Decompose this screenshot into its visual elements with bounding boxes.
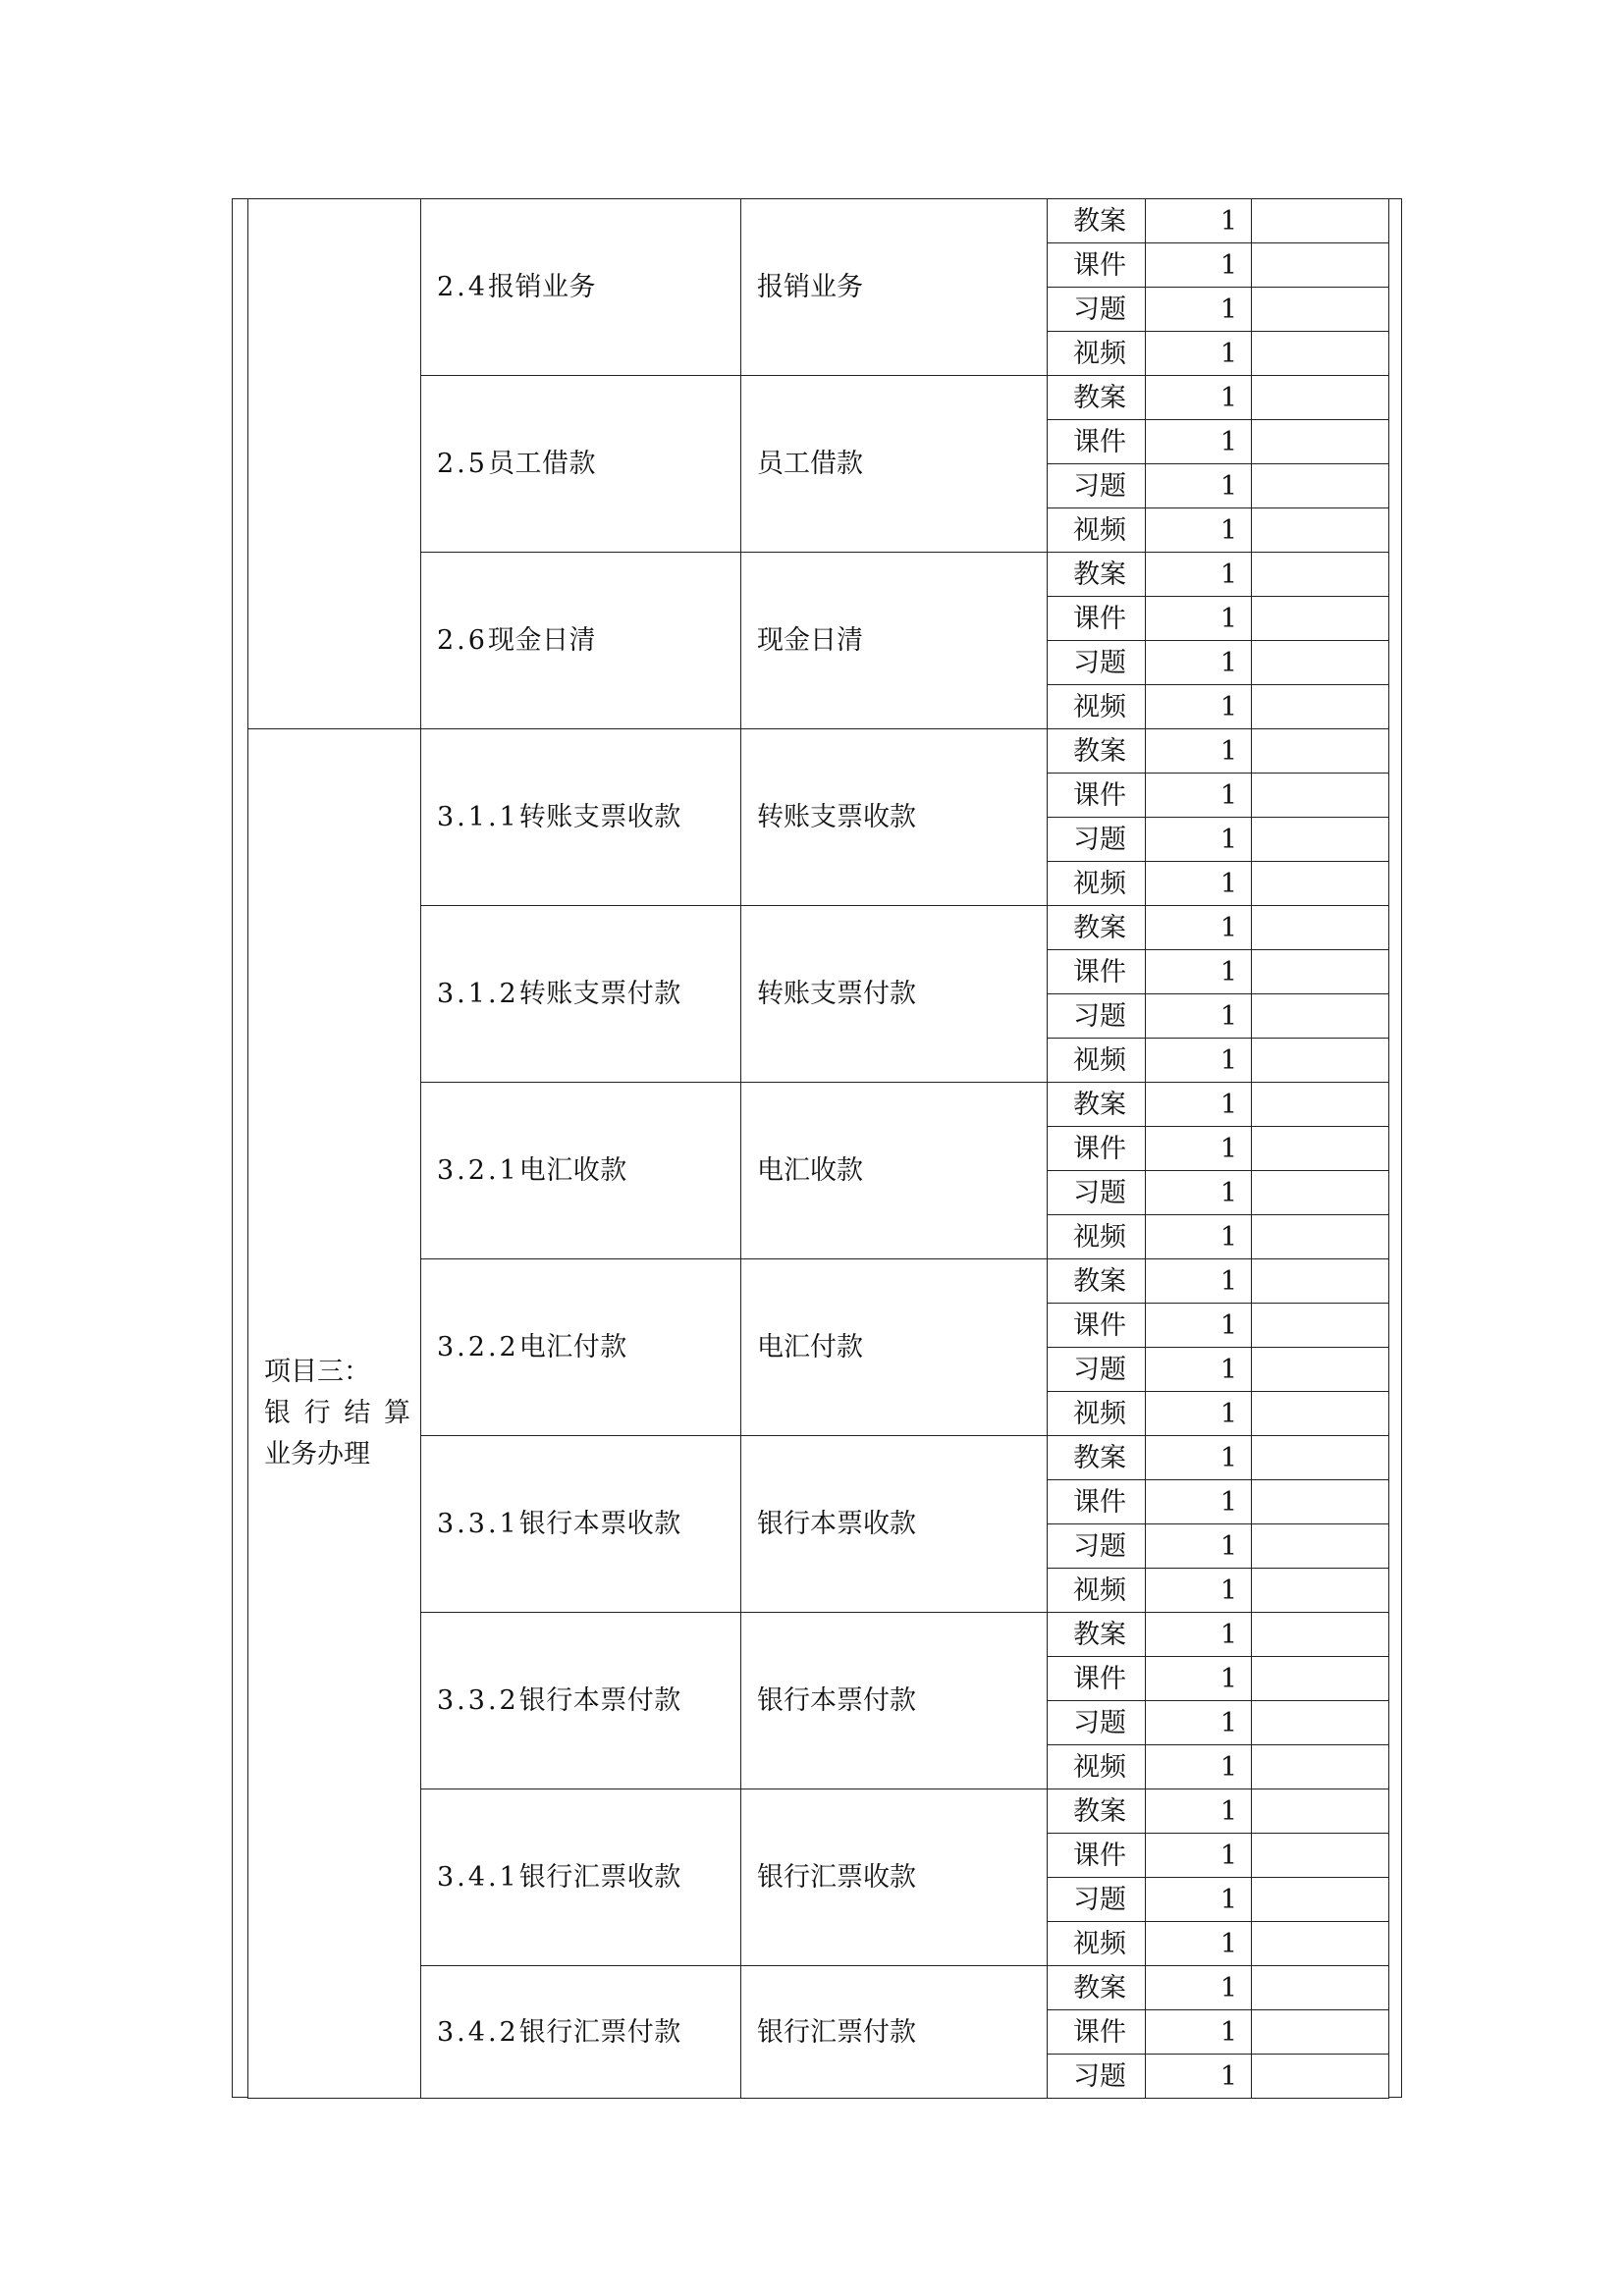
task-code: 3.1.1	[437, 802, 519, 832]
resource-count: 1	[1146, 1171, 1252, 1215]
resource-count: 1	[1146, 1966, 1252, 2010]
note-cell	[1252, 464, 1389, 508]
task-cell	[421, 1789, 741, 1966]
note-cell	[1252, 1259, 1389, 1304]
resource-count: 1	[1146, 288, 1252, 332]
resource-type: 课件	[1048, 1127, 1146, 1171]
resource-count: 1	[1146, 420, 1252, 464]
resource-count: 1	[1146, 1789, 1252, 1834]
note-cell	[1252, 1083, 1389, 1127]
project-label-line: 银 行 结 算	[264, 1398, 410, 1429]
resource-type: 课件	[1048, 2010, 1146, 2055]
note-cell	[1252, 1039, 1389, 1083]
content-cell: 电汇收款	[741, 1083, 1048, 1259]
note-cell	[1252, 862, 1389, 906]
resource-type: 习题	[1048, 1171, 1146, 1215]
resource-type: 教案	[1048, 1259, 1146, 1304]
resource-type: 课件	[1048, 243, 1146, 288]
resource-type: 视频	[1048, 332, 1146, 376]
task-name: 转账支票收款	[518, 802, 681, 832]
resource-type: 习题	[1048, 994, 1146, 1039]
resource-count: 1	[1146, 1524, 1252, 1569]
note-cell	[1252, 597, 1389, 641]
note-cell	[1252, 729, 1389, 774]
note-cell	[1252, 1657, 1389, 1701]
resource-count: 1	[1146, 1083, 1252, 1127]
task-name: 员工借款	[487, 449, 596, 479]
resource-count: 1	[1146, 994, 1252, 1039]
note-cell	[1252, 1524, 1389, 1569]
resource-count: 1	[1146, 774, 1252, 818]
content-cell: 报销业务	[741, 199, 1048, 376]
task-cell	[421, 553, 741, 729]
resource-type: 教案	[1048, 1083, 1146, 1127]
resource-count: 1	[1146, 376, 1252, 420]
resource-count: 1	[1146, 818, 1252, 862]
resource-type: 教案	[1048, 376, 1146, 420]
note-cell	[1252, 1348, 1389, 1392]
resource-count: 1	[1146, 729, 1252, 774]
resource-count: 1	[1146, 641, 1252, 685]
resource-type: 课件	[1048, 597, 1146, 641]
task-name: 转账支票付款	[518, 979, 681, 1009]
resource-table-body	[248, 199, 1389, 2099]
resource-count: 1	[1146, 1392, 1252, 1436]
resource-type: 课件	[1048, 1657, 1146, 1701]
resource-type: 视频	[1048, 685, 1146, 729]
resource-count: 1	[1146, 1348, 1252, 1392]
content-cell: 银行汇票收款	[741, 1789, 1048, 1966]
content-cell: 转账支票付款	[741, 906, 1048, 1083]
note-cell	[1252, 1304, 1389, 1348]
note-cell	[1252, 376, 1389, 420]
resource-type: 课件	[1048, 1834, 1146, 1878]
note-cell	[1252, 1392, 1389, 1436]
resource-type: 教案	[1048, 1789, 1146, 1834]
resource-type: 习题	[1048, 288, 1146, 332]
resource-count: 1	[1146, 1569, 1252, 1613]
task-cell	[421, 1966, 741, 2099]
content-cell: 员工借款	[741, 376, 1048, 553]
resource-count: 1	[1146, 1701, 1252, 1745]
note-cell	[1252, 288, 1389, 332]
task-cell	[421, 1436, 741, 1613]
task-cell	[421, 1083, 741, 1259]
note-cell	[1252, 2055, 1389, 2099]
note-cell	[1252, 420, 1389, 464]
resource-type: 教案	[1048, 906, 1146, 950]
task-code: 3.3.1	[437, 1509, 519, 1539]
note-cell	[1252, 906, 1389, 950]
resource-table	[247, 198, 1389, 2099]
note-cell	[1252, 1834, 1389, 1878]
note-cell	[1252, 1789, 1389, 1834]
project-label-line: 业务办理	[264, 1438, 370, 1469]
table-row	[248, 729, 1389, 774]
resource-count: 1	[1146, 199, 1252, 243]
resource-count: 1	[1146, 1436, 1252, 1480]
task-cell	[421, 1613, 741, 1789]
resource-type: 教案	[1048, 199, 1146, 243]
resource-count: 1	[1146, 1834, 1252, 1878]
content-cell: 银行本票付款	[741, 1613, 1048, 1789]
note-cell	[1252, 2010, 1389, 2055]
note-cell	[1252, 332, 1389, 376]
table-row	[248, 199, 1389, 243]
resource-count: 1	[1146, 906, 1252, 950]
note-cell	[1252, 1878, 1389, 1922]
resource-count: 1	[1146, 553, 1252, 597]
note-cell	[1252, 1745, 1389, 1789]
note-cell	[1252, 1966, 1389, 2010]
content-cell: 电汇付款	[741, 1259, 1048, 1436]
resource-count: 1	[1146, 2055, 1252, 2099]
resource-type: 课件	[1048, 950, 1146, 994]
task-code: 3.1.2	[437, 979, 519, 1009]
task-name: 银行本票收款	[518, 1509, 681, 1539]
resource-count: 1	[1146, 950, 1252, 994]
note-cell	[1252, 1613, 1389, 1657]
resource-count: 1	[1146, 1745, 1252, 1789]
task-name: 电汇付款	[518, 1332, 627, 1362]
content-cell: 现金日清	[741, 553, 1048, 729]
table-left-margin	[232, 198, 247, 2098]
resource-type: 习题	[1048, 818, 1146, 862]
resource-type: 视频	[1048, 1745, 1146, 1789]
task-code: 2.5	[437, 449, 488, 479]
note-cell	[1252, 1569, 1389, 1613]
resource-count: 1	[1146, 1127, 1252, 1171]
resource-type: 习题	[1048, 1701, 1146, 1745]
note-cell	[1252, 641, 1389, 685]
note-cell	[1252, 508, 1389, 553]
content-cell: 银行本票收款	[741, 1436, 1048, 1613]
task-name: 报销业务	[487, 272, 596, 302]
resource-type: 视频	[1048, 1569, 1146, 1613]
resource-type: 课件	[1048, 774, 1146, 818]
task-name: 现金日清	[487, 625, 596, 656]
resource-count: 1	[1146, 1613, 1252, 1657]
note-cell	[1252, 1701, 1389, 1745]
note-cell	[1252, 1436, 1389, 1480]
note-cell	[1252, 685, 1389, 729]
resource-count: 1	[1146, 862, 1252, 906]
resource-type: 课件	[1048, 420, 1146, 464]
note-cell	[1252, 1480, 1389, 1524]
task-code: 2.6	[437, 625, 488, 656]
resource-type: 课件	[1048, 1480, 1146, 1524]
task-cell	[421, 199, 741, 376]
task-name: 银行本票付款	[518, 1685, 681, 1716]
resource-type: 习题	[1048, 464, 1146, 508]
resource-type: 视频	[1048, 1039, 1146, 1083]
note-cell	[1252, 950, 1389, 994]
task-code: 3.4.1	[437, 1862, 519, 1893]
resource-count: 1	[1146, 1215, 1252, 1259]
resource-count: 1	[1146, 2010, 1252, 2055]
resource-count: 1	[1146, 1922, 1252, 1966]
resource-type: 视频	[1048, 1392, 1146, 1436]
project-cell	[248, 729, 421, 2099]
task-code: 3.3.2	[437, 1685, 519, 1716]
resource-type: 习题	[1048, 1348, 1146, 1392]
resource-count: 1	[1146, 1304, 1252, 1348]
resource-type: 视频	[1048, 862, 1146, 906]
note-cell	[1252, 199, 1389, 243]
content-cell: 银行汇票付款	[741, 1966, 1048, 2099]
note-cell	[1252, 553, 1389, 597]
resource-count: 1	[1146, 243, 1252, 288]
content-cell: 转账支票收款	[741, 729, 1048, 906]
resource-count: 1	[1146, 597, 1252, 641]
note-cell	[1252, 1171, 1389, 1215]
resource-count: 1	[1146, 685, 1252, 729]
task-cell	[421, 376, 741, 553]
note-cell	[1252, 1215, 1389, 1259]
note-cell	[1252, 774, 1389, 818]
resource-type: 视频	[1048, 1922, 1146, 1966]
task-name: 电汇收款	[518, 1155, 627, 1186]
task-cell	[421, 729, 741, 906]
resource-count: 1	[1146, 464, 1252, 508]
project-cell	[248, 199, 421, 729]
resource-count: 1	[1146, 1259, 1252, 1304]
resource-count: 1	[1146, 1480, 1252, 1524]
resource-type: 教案	[1048, 1613, 1146, 1657]
note-cell	[1252, 243, 1389, 288]
resource-type: 教案	[1048, 729, 1146, 774]
note-cell	[1252, 994, 1389, 1039]
resource-type: 习题	[1048, 641, 1146, 685]
resource-type: 习题	[1048, 1878, 1146, 1922]
resource-type: 视频	[1048, 508, 1146, 553]
note-cell	[1252, 818, 1389, 862]
task-cell	[421, 1259, 741, 1436]
resource-type: 视频	[1048, 1215, 1146, 1259]
resource-type: 教案	[1048, 1436, 1146, 1480]
task-code: 3.2.2	[437, 1332, 519, 1362]
table-right-margin	[1388, 198, 1402, 2098]
resource-type: 习题	[1048, 2055, 1146, 2099]
note-cell	[1252, 1922, 1389, 1966]
task-code: 2.4	[437, 272, 488, 302]
task-cell	[421, 906, 741, 1083]
resource-count: 1	[1146, 332, 1252, 376]
resource-count: 1	[1146, 1039, 1252, 1083]
resource-count: 1	[1146, 508, 1252, 553]
task-code: 3.4.2	[437, 2016, 519, 2048]
task-code: 3.2.1	[437, 1155, 519, 1186]
resource-type: 教案	[1048, 553, 1146, 597]
resource-count: 1	[1146, 1878, 1252, 1922]
project-label-line: 项目三：	[264, 1357, 370, 1388]
resource-type: 教案	[1048, 1966, 1146, 2010]
task-name: 银行汇票付款	[518, 2016, 681, 2048]
resource-count: 1	[1146, 1657, 1252, 1701]
note-cell	[1252, 1127, 1389, 1171]
resource-type: 习题	[1048, 1524, 1146, 1569]
task-name: 银行汇票收款	[518, 1862, 681, 1893]
resource-type: 课件	[1048, 1304, 1146, 1348]
